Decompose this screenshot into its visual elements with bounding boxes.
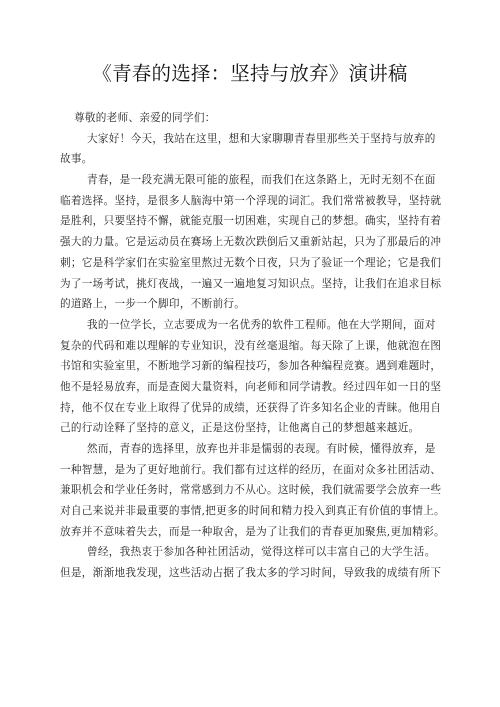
paragraph-line: 复杂的代码和难以理解的专业知识，没有丝毫退缩。每天除了上课，他就泡在图 — [60, 339, 442, 352]
paragraph-line: 持，他不仅在专业上取得了优异的成绩，还获得了许多知名企业的青睐。他用自 — [60, 401, 442, 414]
paragraph-line: 强大的力量。它是运动员在赛场上无数次跌倒后又重新站起，只为了那最后的冲 — [60, 236, 442, 249]
paragraph-line: 但是，渐渐地我发现，这些活动占据了我太多的学习时间，导致我的成绩有所下 — [60, 567, 442, 580]
document-title: 《青春的选择：坚持与放弃》演讲稿 — [92, 62, 408, 85]
paragraph-line: 大家好！今天，我站在这里，想和大家聊聊青春里那些关于坚持与放弃的 — [87, 132, 436, 145]
paragraph-line: 他不是轻易放弃，而是查阅大量资料，向老师和同学请教。经过四年如一日的坚 — [60, 380, 442, 393]
paragraph-line: 为了一场考试，挑灯夜战，一遍又一遍地复习知识点。坚持，让我们在追求目标 — [60, 277, 442, 290]
paragraph-line: 我的一位学长，立志要成为一名优秀的软件工程师。他在大学期间，面对 — [87, 318, 436, 331]
paragraph-line: 刺；它是科学家们在实验室里熬过无数个日夜，只为了验证一个理论；它是我们 — [60, 256, 442, 269]
paragraph-line: 书馆和实验室里，不断地学习新的编程技巧，参加各种编程竞赛。遇到难题时， — [60, 360, 442, 373]
paragraph-line: 曾经，我热衷于参加各种社团活动，觉得这样可以丰富自己的大学生活。 — [87, 546, 436, 559]
paragraph-line: 对自己来说并非最重要的事情,把更多的时间和精力投入到真正有价值的事情上。 — [60, 505, 445, 518]
paragraph-line: 一种智慧，是为了更好地前行。我们都有过这样的经历，在面对众多社团活动、 — [60, 463, 442, 476]
paragraph-line: 青春，是一段充满无限可能的旅程，而我们在这条路上，无时无刻不在面 — [87, 174, 436, 187]
paragraph-line: 临着选择。坚持，是很多人脑海中第一个浮现的词汇。我们常常被教导，坚持就 — [60, 194, 442, 207]
paragraph-line: 己的行动诠释了坚持的意义，正是这份坚持，让他离自己的梦想越来越近。 — [60, 422, 420, 435]
salutation-line: 尊敬的老师、亲爱的同学们： — [74, 112, 216, 124]
speech-body — [60, 108, 450, 584]
paragraph-line: 放弃并不意味着失去，而是一种取舍，是为了让我们的青春更加聚焦,更加精彩。 — [60, 525, 445, 538]
paragraph-line: 故事。 — [60, 153, 93, 166]
paragraph-line: 是胜利，只要坚持不懈，就能克服一切困难，实现自己的梦想。确实，坚持有着 — [60, 215, 442, 228]
paragraph-line: 然而，青春的选择里，放弃也并非是懦弱的表现。有时候，懂得放弃，是 — [87, 443, 436, 455]
paragraph-line: 兼职机会和学业任务时，常常感到力不从心。这时候，我们就需要学会放弃一些 — [60, 484, 442, 497]
paragraph-line: 的道路上，一步一个脚印，不断前行。 — [60, 298, 246, 311]
